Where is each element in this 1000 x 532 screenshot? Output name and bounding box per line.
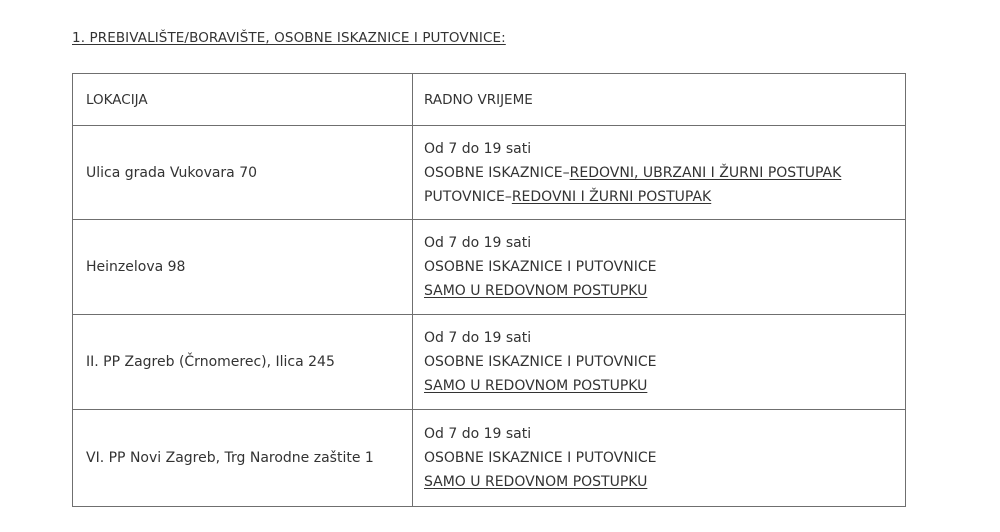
- header-location: LOKACIJA: [73, 74, 413, 126]
- header-working-hours: RADNO VRIJEME: [413, 74, 906, 126]
- hours-cell: [413, 220, 906, 315]
- hours-text: Od 7 do 19 sati: [424, 140, 532, 157]
- table-header-row: [73, 74, 906, 126]
- location-text: Ulica grada Vukovara 70: [86, 164, 258, 181]
- hours-cell: [413, 315, 906, 410]
- section-heading: 1. PREBIVALIŠTE/BORAVIŠTE, OSOBNE ISKAZNICE I PUTOVNICE:: [72, 30, 506, 46]
- table-row: [73, 220, 906, 315]
- locations-table: [72, 73, 906, 507]
- passport-procedure-link[interactable]: REDOVNI I ŽURNI POSTUPAK: [511, 188, 712, 205]
- documents-text: OSOBNE ISKAZNICE I PUTOVNICE: [424, 259, 657, 275]
- location-cell: [73, 410, 413, 507]
- regular-procedure-link[interactable]: SAMO U REDOVNOM POSTUPKU: [424, 378, 648, 394]
- location-cell: [73, 220, 413, 315]
- table-row: [73, 410, 906, 507]
- table-row: [73, 315, 906, 410]
- hours-cell: [413, 126, 906, 220]
- documents-text: OSOBNE ISKAZNICE I PUTOVNICE: [424, 354, 657, 370]
- regular-procedure-link[interactable]: SAMO U REDOVNOM POSTUPKU: [424, 474, 648, 490]
- passport-info: [424, 185, 895, 209]
- id-card-info: [424, 161, 895, 185]
- location-text: VI. PP Novi Zagreb, Trg Narodne zaštite 1: [86, 450, 374, 466]
- id-card-label: OSOBNE ISKAZNICE–: [424, 164, 570, 181]
- hours-cell: [413, 410, 906, 507]
- hours-text: Od 7 do 19 sati: [424, 235, 532, 251]
- regular-procedure-link[interactable]: SAMO U REDOVNOM POSTUPKU: [424, 283, 648, 299]
- location-text: Heinzelova 98: [86, 259, 186, 275]
- location-cell: [73, 126, 413, 220]
- hours-text: Od 7 do 19 sati: [424, 330, 532, 346]
- location-text: II. PP Zagreb (Črnomerec), Ilica 245: [86, 354, 335, 370]
- location-cell: [73, 315, 413, 410]
- table-row: [73, 126, 906, 220]
- hours-text: Od 7 do 19 sati: [424, 426, 532, 442]
- passport-label: PUTOVNICE–: [424, 188, 512, 205]
- id-card-procedure-link[interactable]: REDOVNI, UBRZANI I ŽURNI POSTUPAK: [569, 164, 842, 181]
- documents-text: OSOBNE ISKAZNICE I PUTOVNICE: [424, 450, 657, 466]
